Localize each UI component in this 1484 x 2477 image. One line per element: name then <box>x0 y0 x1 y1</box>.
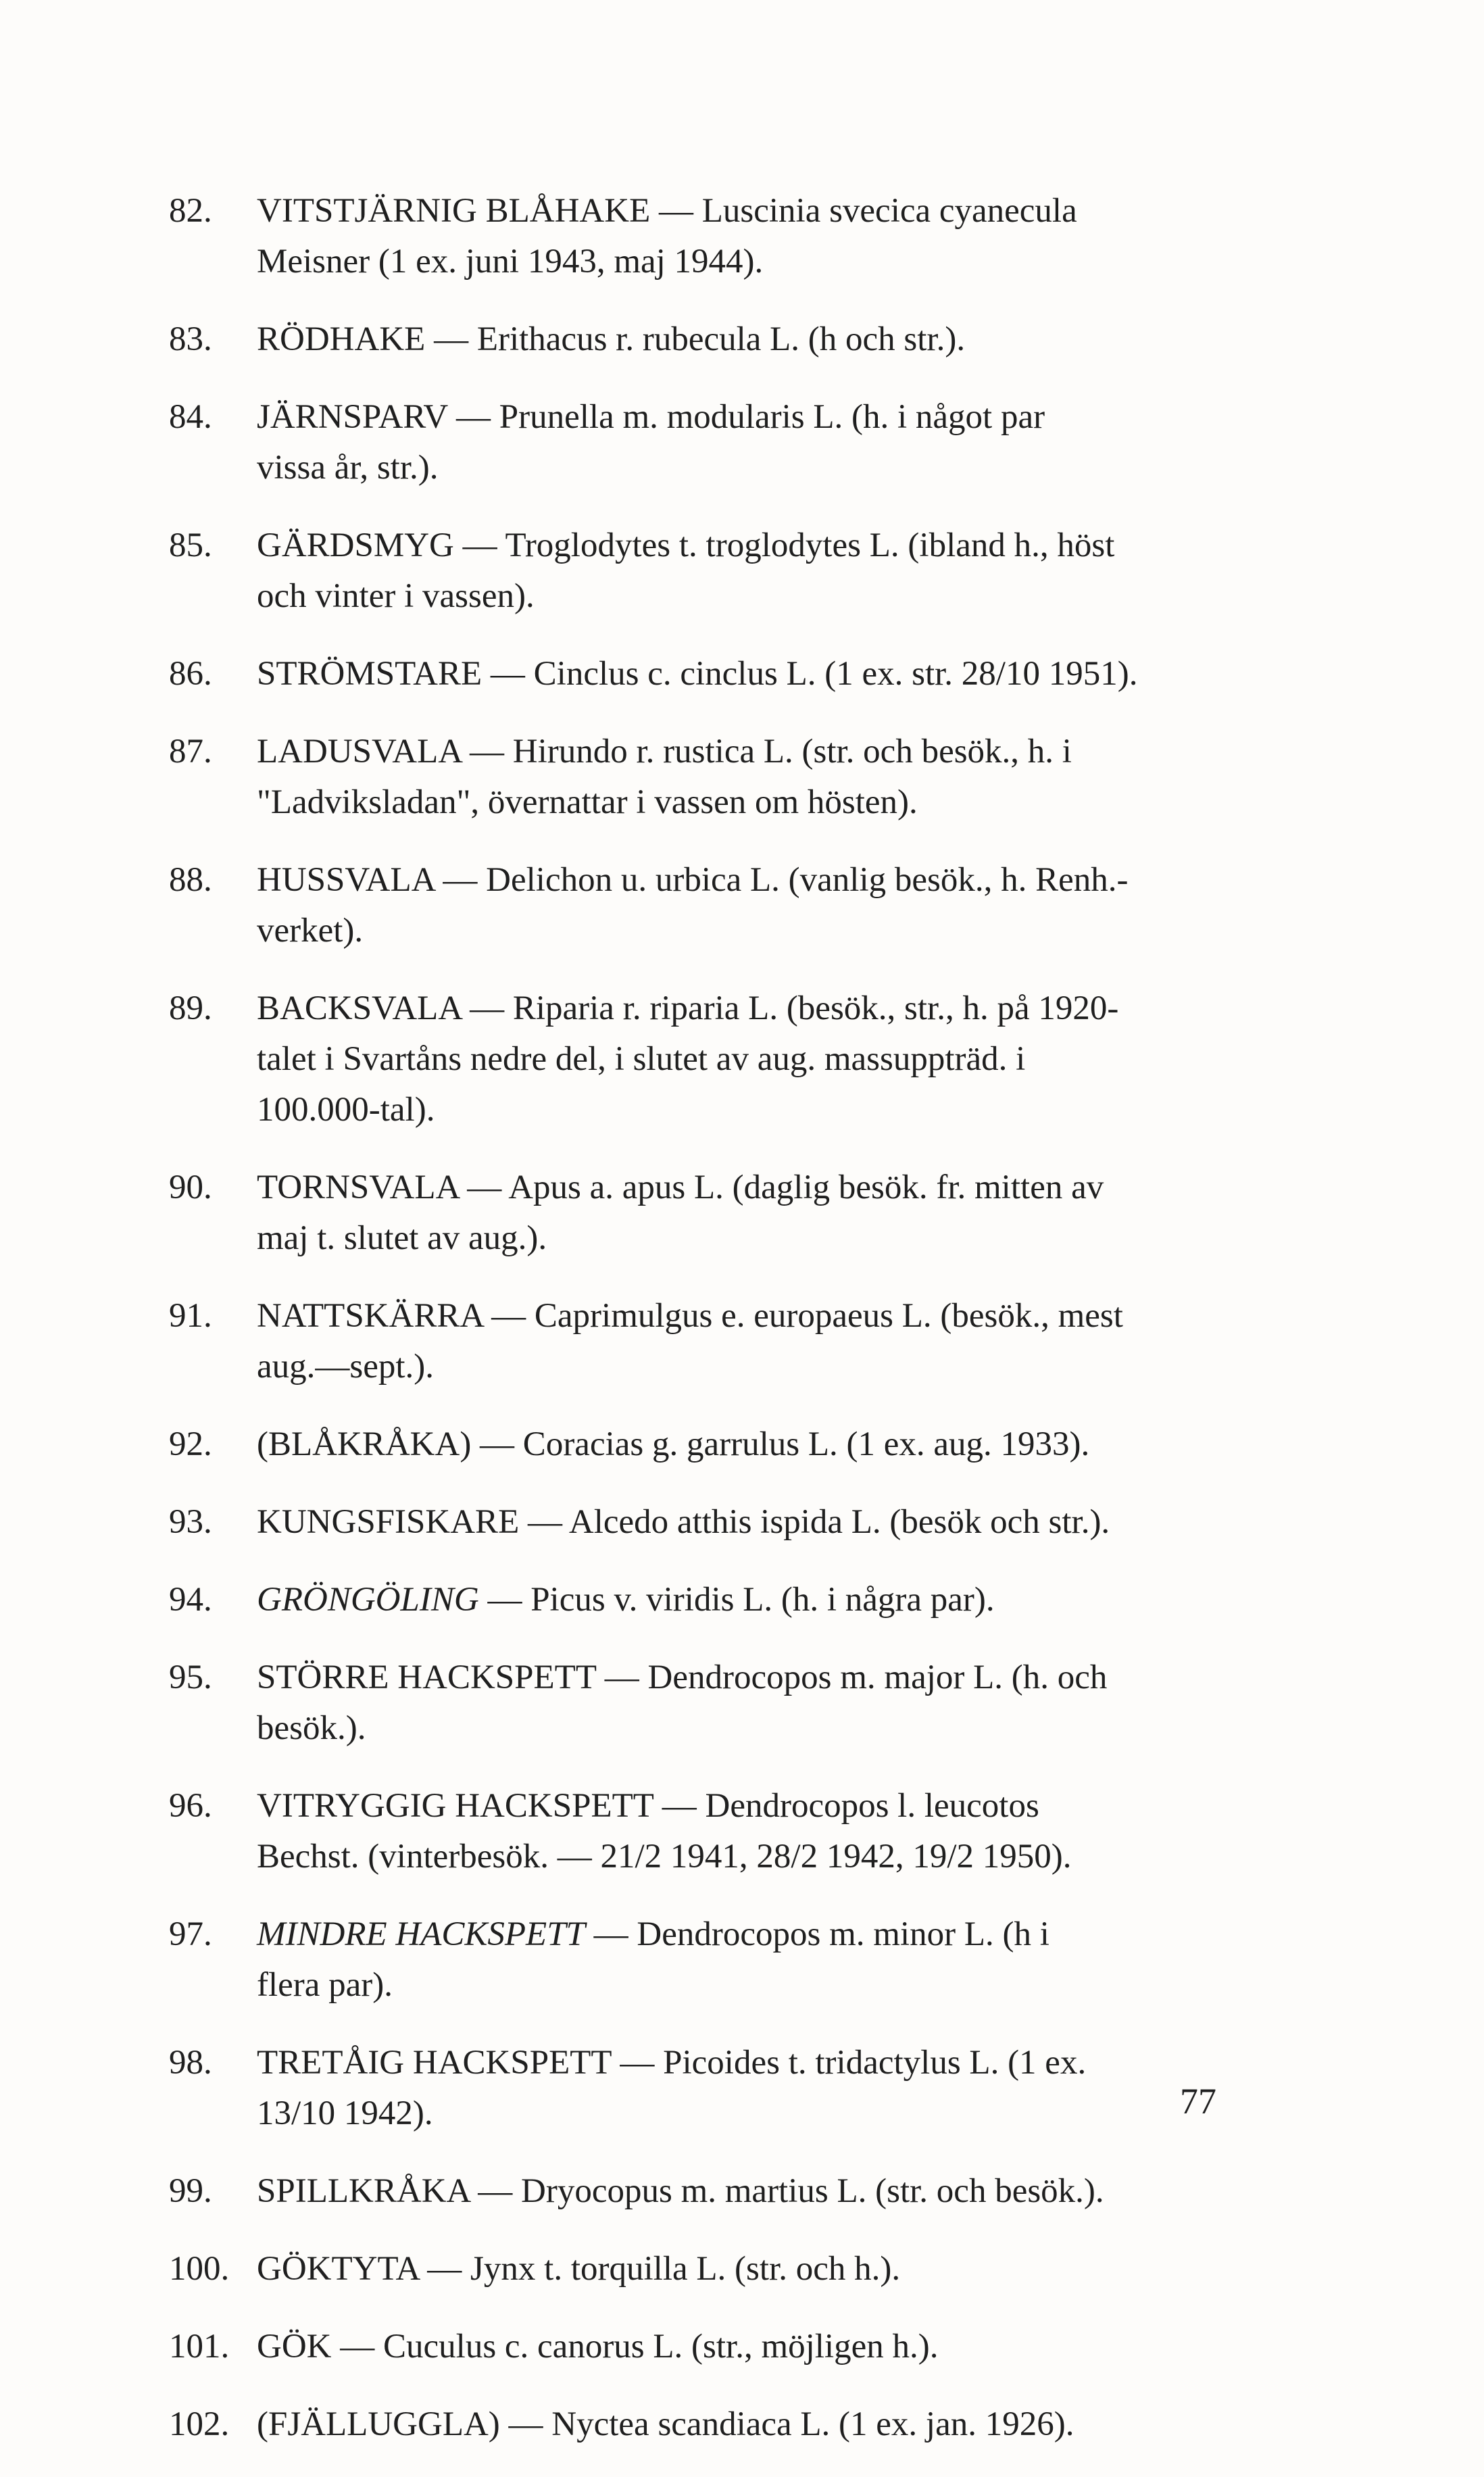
list-item <box>169 1781 1223 1882</box>
list-item <box>169 1652 1223 1754</box>
entry-line: vissa år, str.). <box>257 449 439 487</box>
entry-line: STRÖMSTARE — Cinclus c. cinclus L. (1 ex. str. 28/10 1951). <box>257 655 1138 693</box>
entry-line: GÄRDSMYG — Troglodytes t. troglodytes L. (ibland h., höst <box>257 526 1115 564</box>
page-number: 77 <box>1180 2081 1216 2122</box>
species-name-italic: GRÖNGÖLING <box>257 1581 479 1619</box>
list-item <box>169 186 1223 287</box>
entry-line: STÖRRE HACKSPETT — Dendrocopos m. major L. (h. och <box>257 1659 1108 1696</box>
entry-line: flera par). <box>257 1966 393 2004</box>
entry-line: och vinter i vassen). <box>257 577 535 615</box>
entry-number: 93. <box>169 1503 212 1541</box>
entry-line <box>257 1909 1223 1960</box>
entry-number: 97. <box>169 1915 212 1953</box>
species-description: — Dendrocopos m. minor L. (h i <box>585 1915 1049 1953</box>
list-item <box>169 520 1223 622</box>
entry-line: BACKSVALA — Riparia r. riparia L. (besök., str., h. på 1920- <box>257 989 1119 1027</box>
entry-number: 89. <box>169 989 212 1027</box>
entry-line: LADUSVALA — Hirundo r. rustica L. (str. och besök., h. i <box>257 733 1072 770</box>
entry-number: 90. <box>169 1169 212 1206</box>
entry-line: KUNGSFISKARE — Alcedo atthis ispida L. (besök och str.). <box>257 1503 1110 1541</box>
list-item <box>169 1419 1223 1470</box>
species-description: — Picus v. viridis L. (h. i några par). <box>478 1581 995 1619</box>
entry-number: 91. <box>169 1297 212 1335</box>
entry-number: 85. <box>169 526 212 564</box>
entry-line: maj t. slutet av aug.). <box>257 1219 547 1257</box>
entry-line: TRETÅIG HACKSPETT — Picoides t. tridactylus L. (1 ex. <box>257 2044 1087 2082</box>
entry-line: GÖK — Cuculus c. canorus L. (str., möjligen h.). <box>257 2328 939 2365</box>
entry-number: 102. <box>169 2405 230 2443</box>
entry-line: VITSTJÄRNIG BLÅHAKE — Luscinia svecica cyanecula <box>257 192 1077 230</box>
list-item <box>169 649 1223 700</box>
entry-line: Bechst. (vinterbesök. — 21/2 1941, 28/2 1942, 19/2 1950). <box>257 1838 1072 1875</box>
entry-number: 96. <box>169 1787 212 1825</box>
list-item <box>169 1162 1223 1264</box>
list-item <box>169 2244 1223 2295</box>
entry-line: RÖDHAKE — Erithacus r. rubecula L. (h och str.). <box>257 320 966 358</box>
entry-number: 101. <box>169 2328 230 2365</box>
entry-number: 100. <box>169 2250 230 2288</box>
entry-line: verket). <box>257 912 364 950</box>
list-item <box>169 855 1223 956</box>
entry-line: GÖKTYTA — Jynx t. torquilla L. (str. och h.). <box>257 2250 901 2288</box>
entry-line: Meisner (1 ex. juni 1943, maj 1944). <box>257 243 764 280</box>
entry-line: aug.—sept.). <box>257 1348 435 1385</box>
entry-line: SPILLKRÅKA — Dryocopus m. martius L. (str. och besök.). <box>257 2172 1104 2210</box>
entry-line: talet i Svartåns nedre del, i slutet av aug. massuppträd. i <box>257 1040 1026 1078</box>
entry-line: besök.). <box>257 1709 366 1747</box>
list-item <box>169 2038 1223 2139</box>
list-item <box>169 1497 1223 1548</box>
list-item <box>169 2399 1223 2450</box>
entry-number: 86. <box>169 655 212 693</box>
list-item <box>169 1291 1223 1392</box>
entry-number: 88. <box>169 861 212 899</box>
list-item <box>169 314 1223 365</box>
entry-line <box>257 1575 1223 1625</box>
list-item <box>169 392 1223 493</box>
list-item <box>169 983 1223 1135</box>
entry-number: 82. <box>169 192 212 230</box>
entry-line: "Ladviksladan", övernattar i vassen om hösten). <box>257 783 918 821</box>
list-item <box>169 1909 1223 2011</box>
entry-number: 98. <box>169 2044 212 2082</box>
list-item <box>169 2322 1223 2372</box>
entry-line: (FJÄLLUGGLA) — Nyctea scandiaca L. (1 ex. jan. 1926). <box>257 2405 1074 2443</box>
species-name-italic: MINDRE HACKSPETT <box>257 1915 585 1953</box>
list-item <box>169 727 1223 828</box>
list-item <box>169 2166 1223 2217</box>
entry-number: 94. <box>169 1581 212 1619</box>
entry-number: 84. <box>169 398 212 436</box>
entry-line: TORNSVALA — Apus a. apus L. (daglig besök. fr. mitten av <box>257 1169 1104 1206</box>
entry-line: 13/10 1942). <box>257 2094 433 2132</box>
entry-line: (BLÅKRÅKA) — Coracias g. garrulus L. (1 ex. aug. 1933). <box>257 1425 1090 1463</box>
entry-line: HUSSVALA — Delichon u. urbica L. (vanlig besök., h. Renh.- <box>257 861 1129 899</box>
entry-number: 83. <box>169 320 212 358</box>
entry-line: JÄRNSPARV — Prunella m. modularis L. (h. i något par <box>257 398 1045 436</box>
entry-line: VITRYGGIG HACKSPETT — Dendrocopos l. leucotos <box>257 1787 1039 1825</box>
entry-number: 87. <box>169 733 212 770</box>
entry-line: 100.000-tal). <box>257 1091 435 1129</box>
entry-number: 95. <box>169 1659 212 1696</box>
entry-line: NATTSKÄRRA — Caprimulgus e. europaeus L. (besök., mest <box>257 1297 1123 1335</box>
entry-number: 92. <box>169 1425 212 1463</box>
list-item <box>169 1575 1223 1625</box>
species-list <box>169 186 1223 2477</box>
entry-number: 99. <box>169 2172 212 2210</box>
